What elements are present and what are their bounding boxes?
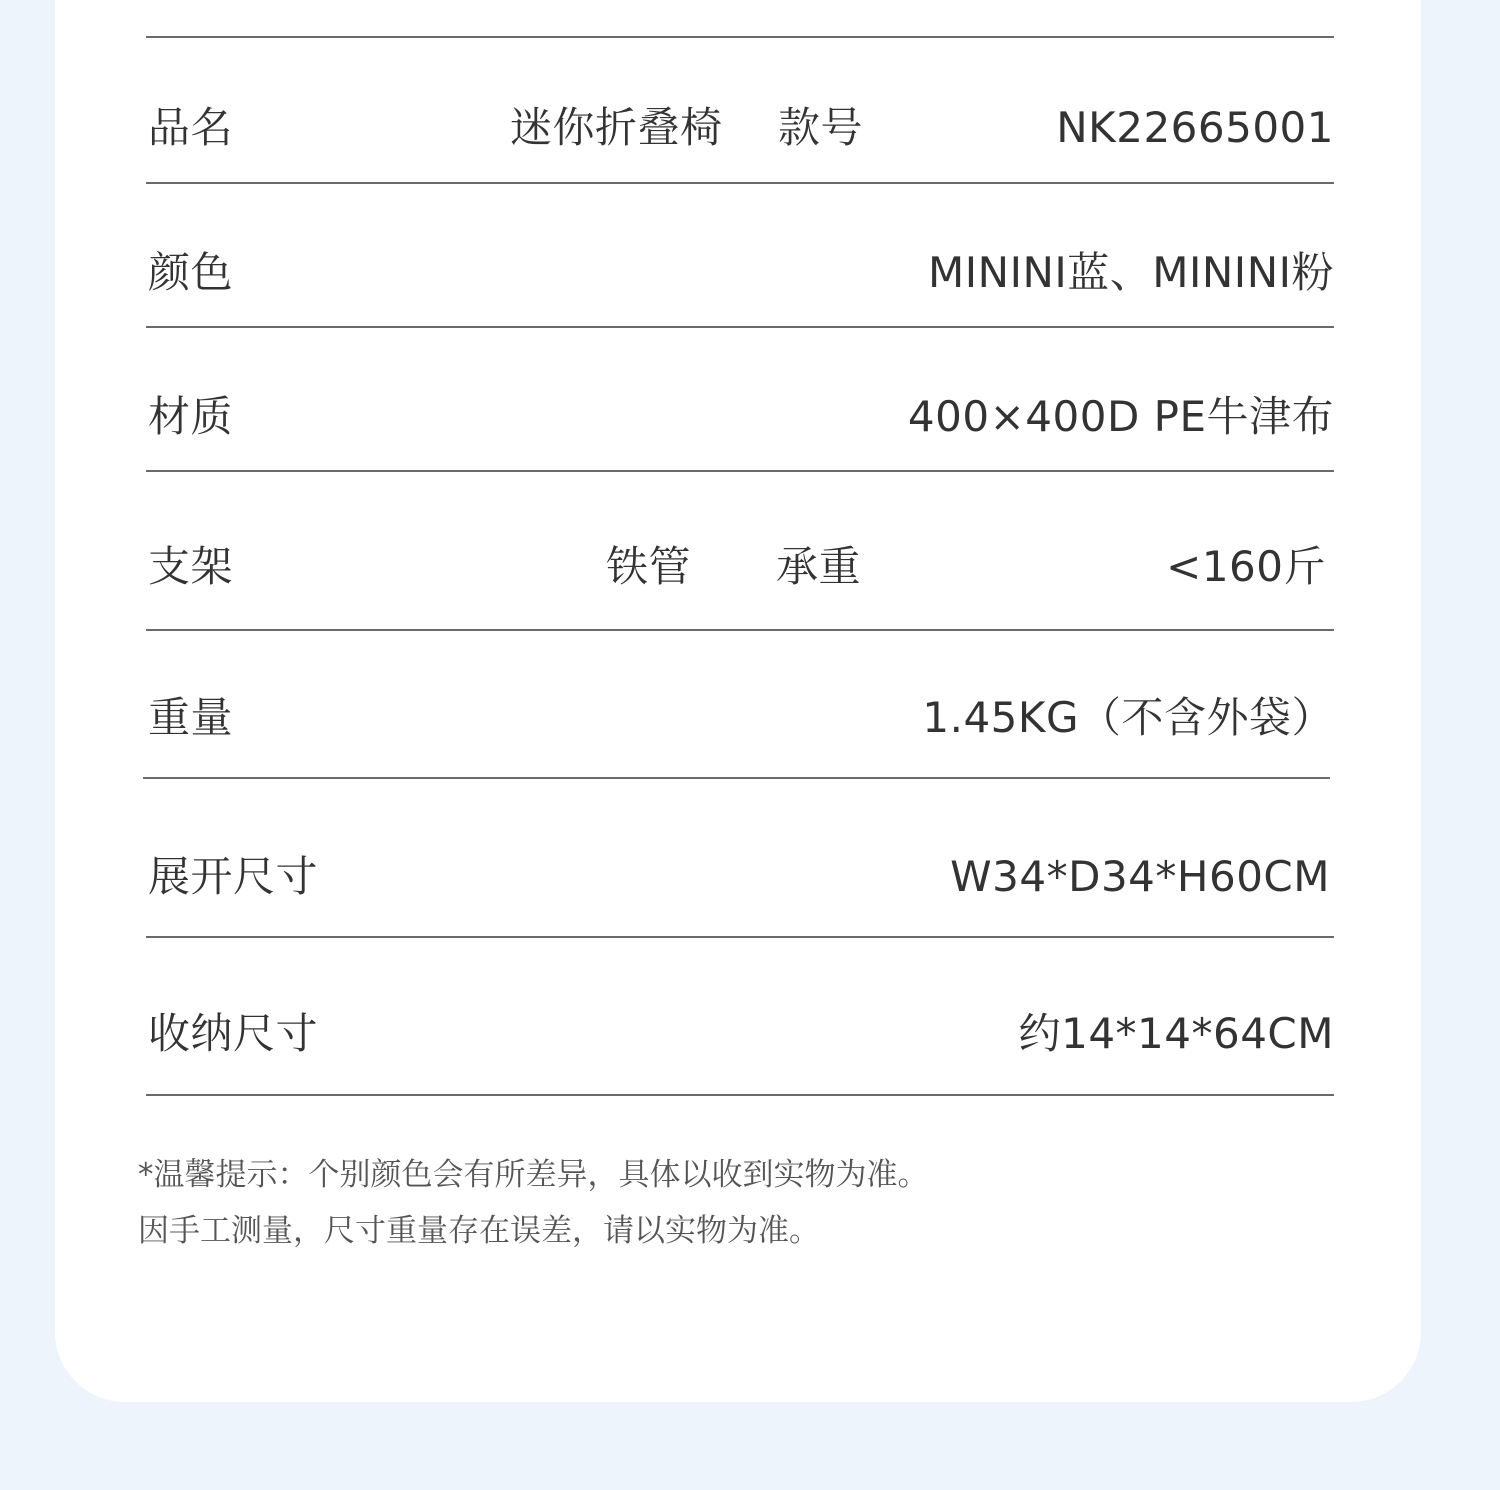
spec-value-folded-size: 约14*14*64CM [1018,1009,1334,1058]
note-line-2: 因手工测量，尺寸重量存在误差，请以实物为准。 [138,1213,820,1249]
spec-value-load: <160斤 [1166,542,1326,591]
divider [146,470,1334,472]
spec-value-unfolded-size: W34*D34*H60CM [950,852,1330,901]
spec-row-name [146,98,1334,158]
spec-row-material [146,387,1334,447]
divider [146,36,1334,38]
divider [146,936,1334,938]
spec-row-weight [146,688,1334,748]
spec-label-weight: 重量 [148,693,234,742]
spec-value-material: 400×400D PE牛津布 [907,392,1334,441]
note-line-1: *温馨提示：个别颜色会有所差异，具体以收到实物为准。 [138,1157,929,1193]
spec-value-model: NK22665001 [1056,103,1334,152]
spec-label-load: 承重 [776,542,862,591]
divider [146,326,1334,328]
spec-label-folded-size: 收纳尺寸 [148,1009,319,1058]
spec-row-frame [146,537,1334,597]
spec-value-weight: 1.45KG（不含外袋） [922,693,1334,742]
spec-label-material: 材质 [148,392,234,441]
divider [143,777,1330,779]
spec-value-name: 迷你折叠椅 [510,103,723,152]
spec-label-frame: 支架 [148,542,234,591]
divider [146,1094,1334,1096]
spec-value-color: MININI蓝、MININI粉 [928,248,1334,297]
divider [146,629,1334,631]
spec-row-folded-size [146,1004,1334,1064]
spec-row-color [146,243,1334,303]
spec-value-frame: 铁管 [606,542,692,591]
spec-label-model: 款号 [778,103,864,152]
spec-label-name: 品名 [148,103,234,152]
spec-row-unfolded-size [146,847,1334,907]
spec-label-color: 颜色 [148,248,234,297]
spec-label-unfolded-size: 展开尺寸 [148,852,319,901]
divider [146,182,1334,184]
